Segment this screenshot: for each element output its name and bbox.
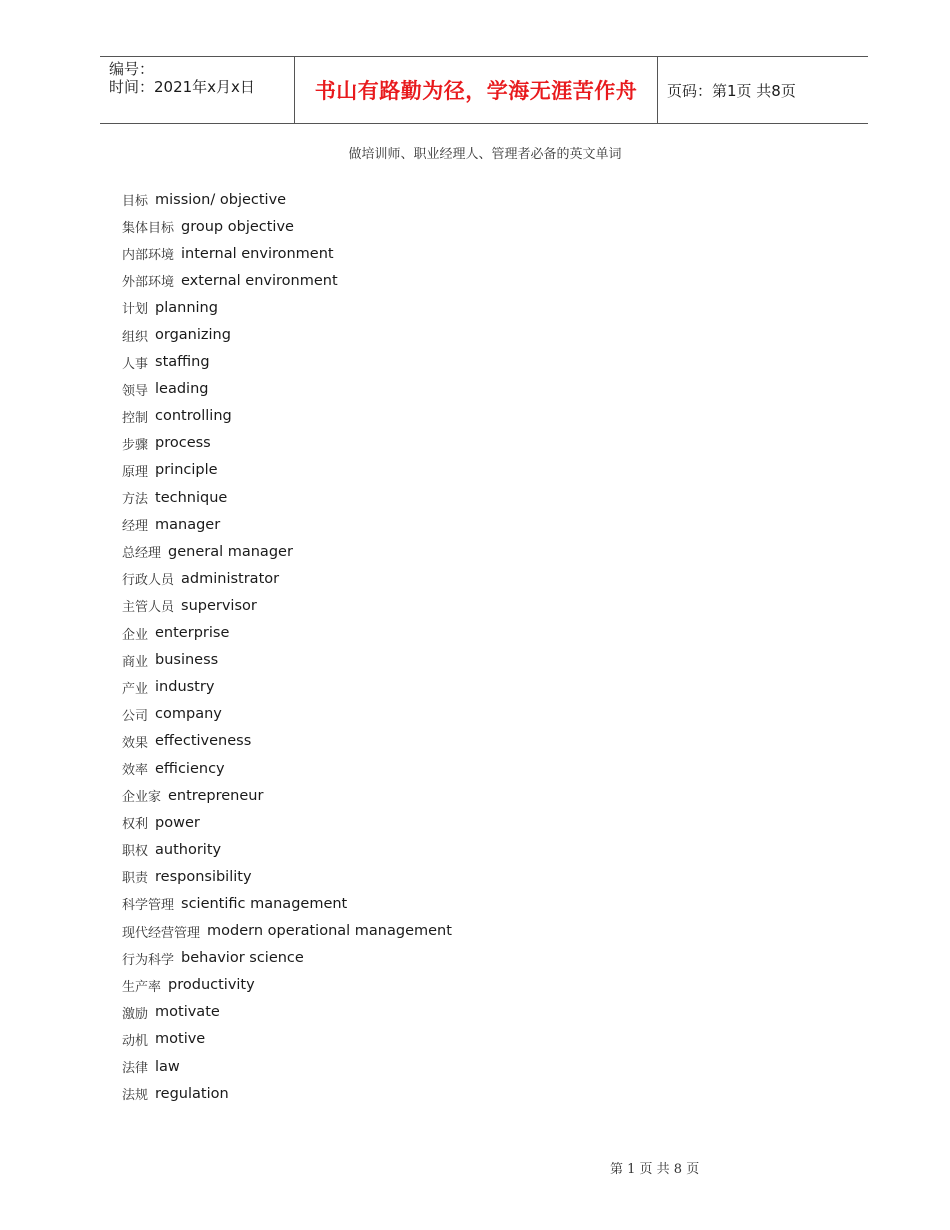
term-list	[122, 186, 452, 1107]
term-chinese: 法律	[122, 1061, 149, 1077]
header-page-cell	[658, 57, 868, 123]
term-chinese: 内部环境	[122, 248, 175, 264]
page-footer: 第 1 页 共 8 页	[610, 1162, 700, 1177]
term-chinese: 生产率	[122, 979, 162, 995]
term-chinese: 权利	[122, 817, 149, 833]
term-row	[122, 240, 452, 267]
term-chinese: 方法	[122, 492, 149, 508]
term-row	[122, 376, 452, 403]
term-chinese: 科学管理	[122, 898, 175, 914]
term-row	[122, 349, 452, 376]
term-english: regulation	[155, 1085, 229, 1102]
term-row	[122, 186, 452, 213]
term-chinese: 公司	[122, 708, 149, 724]
term-chinese: 原理	[122, 464, 149, 480]
term-row	[122, 972, 452, 999]
term-english: internal environment	[181, 245, 334, 262]
term-chinese: 效果	[122, 735, 149, 751]
term-english: industry	[155, 679, 215, 696]
term-english: external environment	[181, 272, 338, 289]
term-row	[122, 511, 452, 538]
term-row	[122, 809, 452, 836]
term-chinese: 产业	[122, 681, 149, 697]
term-chinese: 总经理	[122, 546, 162, 562]
document-time-label: 时间：2021年x月x日	[109, 78, 255, 96]
term-english: responsibility	[155, 868, 252, 885]
term-chinese: 人事	[122, 356, 149, 372]
term-chinese: 动机	[122, 1033, 149, 1049]
term-row	[122, 918, 452, 945]
term-chinese: 计划	[122, 302, 149, 318]
term-english: supervisor	[181, 597, 257, 614]
term-english: technique	[155, 489, 228, 506]
term-chinese: 目标	[122, 194, 149, 210]
term-row	[122, 565, 452, 592]
term-row	[122, 1080, 452, 1107]
document-number-label: 编号：	[109, 60, 155, 78]
term-row	[122, 430, 452, 457]
term-english: efficiency	[155, 760, 225, 777]
term-row	[122, 863, 452, 890]
term-row	[122, 321, 452, 348]
term-row	[122, 836, 452, 863]
term-english: group objective	[181, 218, 294, 235]
term-english: productivity	[168, 977, 255, 994]
header-meta-cell	[100, 57, 295, 123]
term-row	[122, 1026, 452, 1053]
term-row	[122, 647, 452, 674]
term-english: mission/ objective	[155, 191, 287, 208]
term-chinese: 组织	[122, 329, 149, 345]
term-english: business	[155, 652, 219, 669]
term-english: behavior science	[181, 950, 304, 967]
term-row	[122, 457, 452, 484]
term-chinese: 行政人员	[122, 573, 175, 589]
header-motto-cell	[295, 57, 658, 123]
header-page-info: 页码：第1页 共8页	[667, 81, 796, 100]
term-row	[122, 999, 452, 1026]
term-chinese: 经理	[122, 519, 149, 535]
term-chinese: 企业家	[122, 790, 162, 806]
term-english: power	[155, 814, 200, 831]
term-row	[122, 782, 452, 809]
term-english: staffing	[155, 354, 210, 371]
term-chinese: 主管人员	[122, 600, 175, 616]
term-english: administrator	[181, 570, 280, 587]
term-row	[122, 538, 452, 565]
term-english: company	[155, 706, 222, 723]
term-english: scientific management	[181, 895, 348, 912]
term-row	[122, 945, 452, 972]
term-chinese: 外部环境	[122, 275, 175, 291]
term-english: motive	[155, 1031, 206, 1048]
term-row	[122, 294, 452, 321]
term-chinese: 步骤	[122, 437, 149, 453]
term-english: principle	[155, 462, 218, 479]
term-row	[122, 755, 452, 782]
term-chinese: 控制	[122, 410, 149, 426]
term-english: entrepreneur	[168, 787, 264, 804]
term-chinese: 行为科学	[122, 952, 175, 968]
term-english: law	[155, 1058, 180, 1075]
term-row	[122, 701, 452, 728]
term-chinese: 效率	[122, 763, 149, 779]
term-english: controlling	[155, 408, 232, 425]
term-english: modern operational management	[207, 923, 452, 940]
term-chinese: 法规	[122, 1088, 149, 1104]
document-header	[100, 56, 868, 124]
term-row	[122, 403, 452, 430]
term-english: effectiveness	[155, 733, 252, 750]
term-english: authority	[155, 841, 222, 858]
term-english: process	[155, 435, 211, 452]
term-english: general manager	[168, 543, 293, 560]
term-row	[122, 620, 452, 647]
term-row	[122, 267, 452, 294]
term-row	[122, 213, 452, 240]
header-motto: 书山有路勤为径，学海无涯苦作舟	[314, 79, 638, 103]
term-chinese: 现代经营管理	[122, 925, 201, 941]
term-english: organizing	[155, 327, 231, 344]
term-english: enterprise	[155, 625, 230, 642]
term-chinese: 职权	[122, 844, 149, 860]
document-title: 做培训师、职业经理人、管理者必备的英文单词	[348, 147, 622, 162]
term-english: planning	[155, 299, 218, 316]
term-chinese: 职责	[122, 871, 149, 887]
term-row	[122, 728, 452, 755]
term-chinese: 企业	[122, 627, 149, 643]
term-english: manager	[155, 516, 221, 533]
term-chinese: 集体目标	[122, 221, 175, 237]
term-row	[122, 592, 452, 619]
term-row	[122, 484, 452, 511]
term-row	[122, 890, 452, 917]
term-english: leading	[155, 381, 209, 398]
term-chinese: 激励	[122, 1006, 149, 1022]
term-chinese: 领导	[122, 383, 149, 399]
term-row	[122, 1053, 452, 1080]
term-row	[122, 674, 452, 701]
term-english: motivate	[155, 1004, 220, 1021]
term-chinese: 商业	[122, 654, 149, 670]
